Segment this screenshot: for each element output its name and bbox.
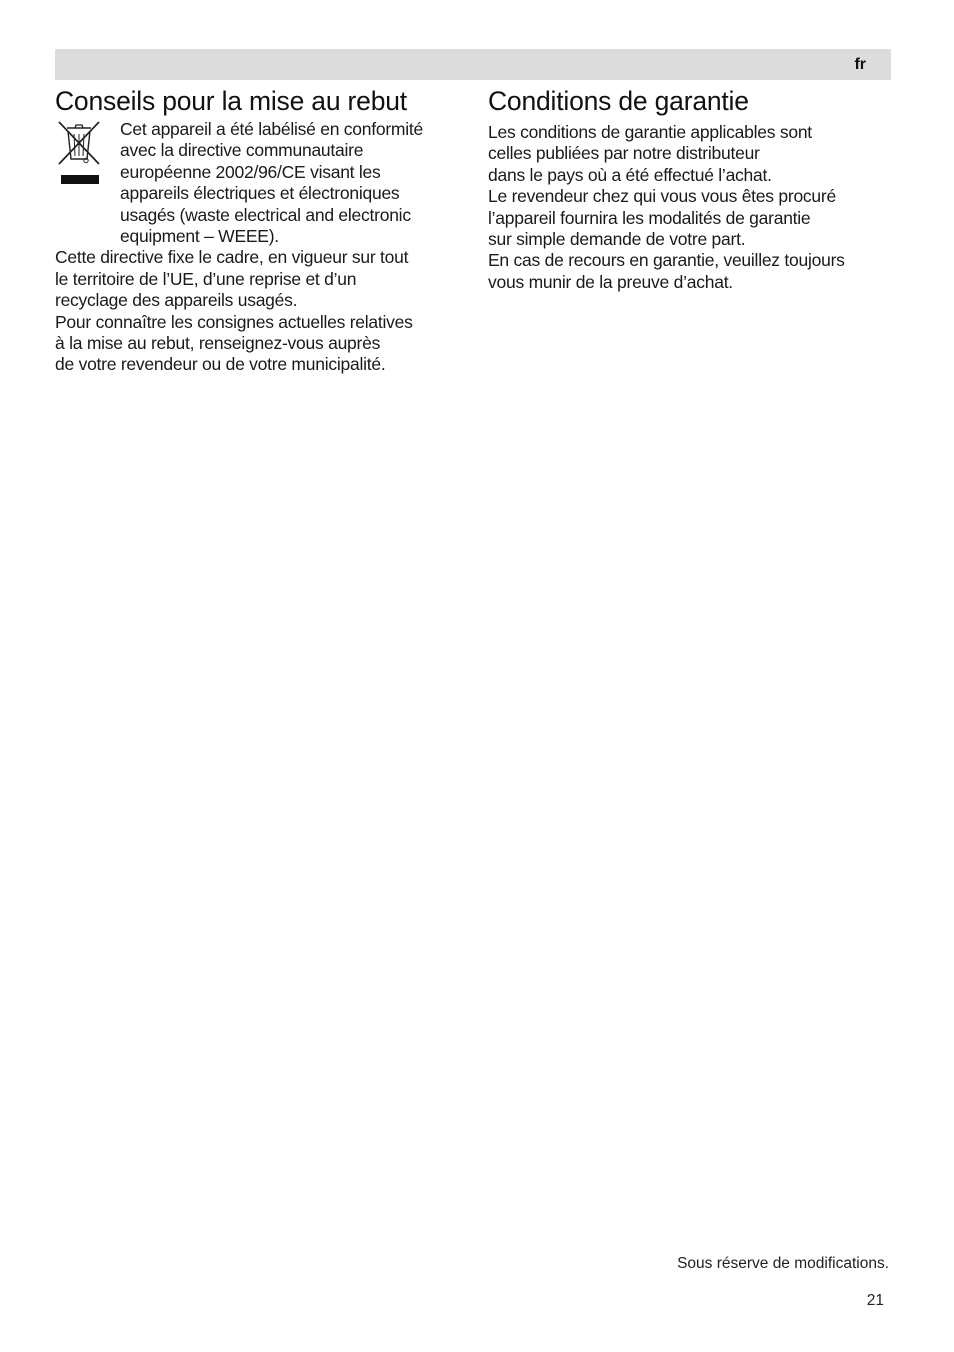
disposal-line: de votre revendeur ou de votre municipalité. <box>55 354 386 375</box>
language-label: fr <box>854 56 866 73</box>
disposal-line: recyclage des appareils usagés. <box>55 290 298 311</box>
weee-line: Cet appareil a été labélisé en conformité <box>120 119 423 139</box>
warranty-line: dans le pays où a été effectué l’achat. <box>488 164 772 185</box>
warranty-line: l’appareil fournira les modalités de garantie <box>488 207 811 228</box>
weee-line: equipment – WEEE). <box>120 226 279 247</box>
warranty-line: vous munir de la preuve d’achat. <box>488 271 733 292</box>
disposal-line: à la mise au rebut, renseignez-vous auprès <box>55 333 381 354</box>
weee-line: usagés (waste electrical and electronic <box>120 204 411 225</box>
disposal-line: Cette directive fixe le cadre, en vigueur sur tout <box>55 247 409 268</box>
page-number: 21 <box>866 1292 884 1309</box>
disposal-title: Conseils pour la mise au rebut <box>55 86 407 116</box>
warranty-line: Le revendeur chez qui vous vous êtes procuré <box>488 186 836 207</box>
footer-note: Sous réserve de modifications. <box>677 1255 889 1272</box>
disposal-section <box>55 84 460 376</box>
weee-block <box>55 119 460 247</box>
warranty-section <box>488 84 893 293</box>
disposal-line: Pour connaître les consignes actuelles relatives <box>55 311 413 332</box>
warranty-line: Les conditions de garantie applicables sont <box>488 122 812 142</box>
header-bar <box>55 49 891 80</box>
weee-line: européenne 2002/96/CE visant les <box>120 161 381 182</box>
disposal-line: le territoire de l’UE, d’une reprise et d’un <box>55 268 357 289</box>
warranty-line: celles publiées par notre distributeur <box>488 143 760 164</box>
weee-crossed-bin-icon <box>55 119 103 187</box>
weee-line: avec la directive communautaire <box>120 140 364 161</box>
weee-line: appareils électriques et électroniques <box>120 183 400 204</box>
warranty-title: Conditions de garantie <box>488 86 749 116</box>
warranty-line: En cas de recours en garantie, veuillez toujours <box>488 250 845 271</box>
warranty-line: sur simple demande de votre part. <box>488 229 746 250</box>
